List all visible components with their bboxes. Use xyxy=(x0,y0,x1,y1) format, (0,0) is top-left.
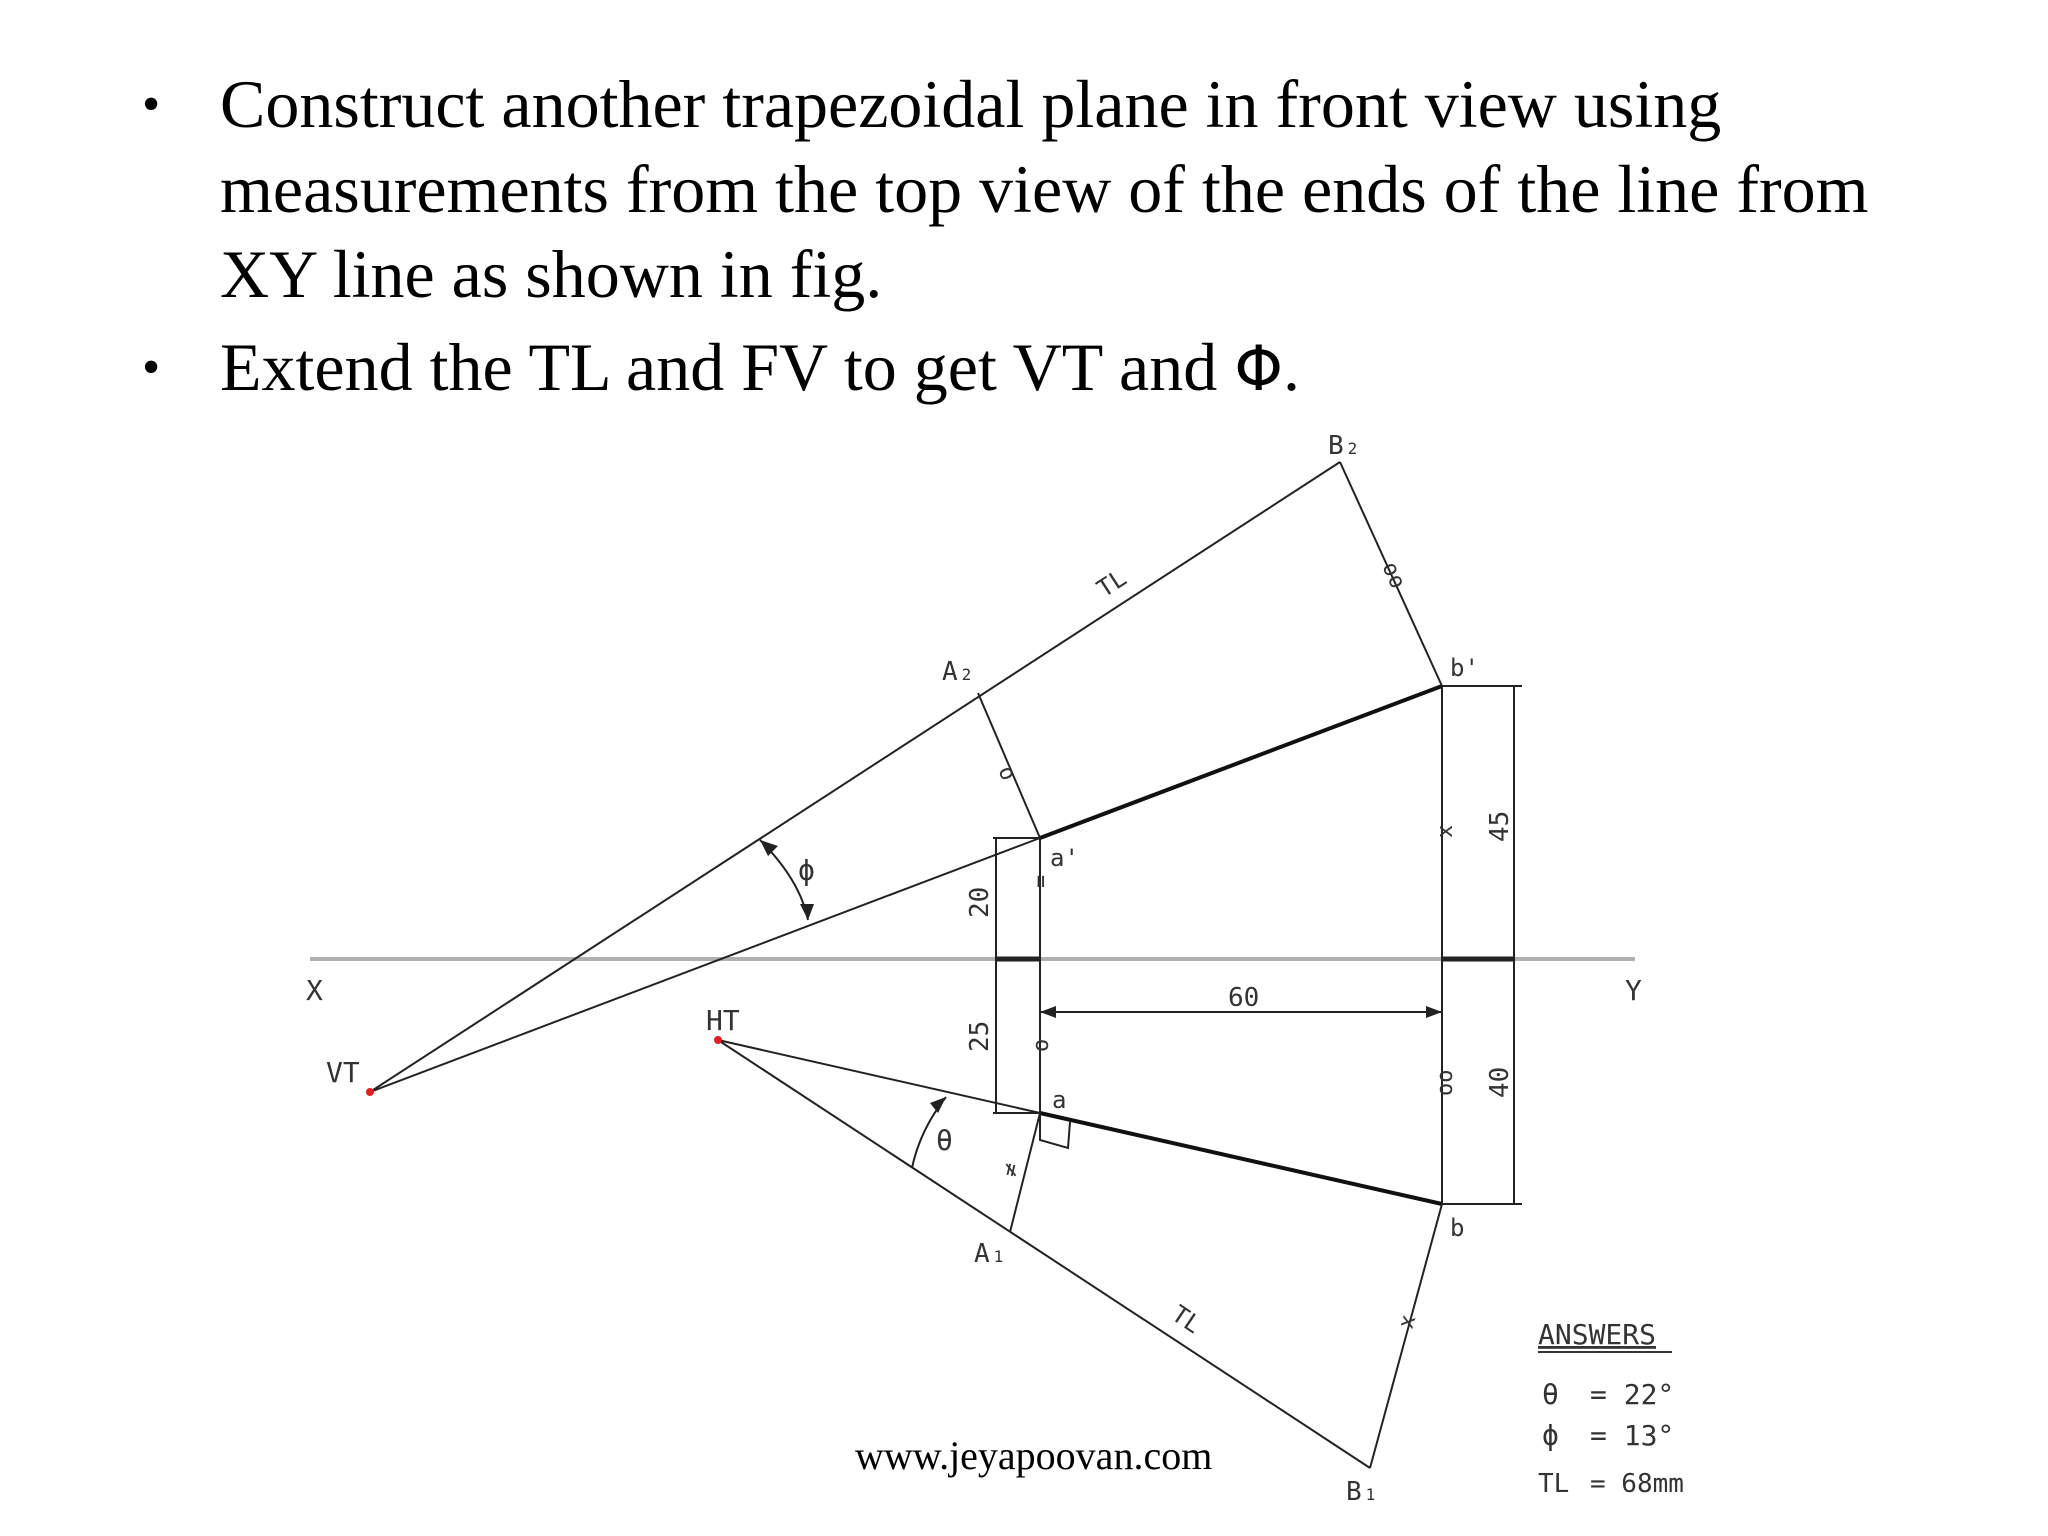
phi-symbol: Φ xyxy=(1234,332,1284,405)
b1-to-b-line xyxy=(1370,1204,1442,1468)
label-B1: B 1 xyxy=(1346,1477,1376,1507)
website-footer: www.jeyapoovan.com xyxy=(855,1433,1213,1478)
instruction-text: Construct another trapezoidal plane in front view using measurements from the top view of the ends of the line from XY line as shown in fig. xyxy=(220,66,1869,312)
tl-upper-label: TL xyxy=(1092,563,1132,604)
answer-theta-value: = 22° xyxy=(1590,1378,1675,1411)
phi-angle-label: ϕ xyxy=(798,854,815,887)
bullet-marker: • xyxy=(142,339,161,396)
label-b-prime: b' xyxy=(1450,654,1479,682)
ht-point xyxy=(714,1036,722,1044)
label-b: b xyxy=(1450,1214,1465,1242)
mark-o-a: o xyxy=(1029,1038,1054,1052)
vt-point xyxy=(366,1088,374,1096)
fv-extension-line xyxy=(370,838,1040,1092)
label-vt: VT xyxy=(326,1056,360,1089)
label-ht: HT xyxy=(706,1004,740,1037)
label-A1: A 1 xyxy=(974,1239,1004,1269)
top-view-line xyxy=(1040,1113,1442,1204)
arrow-60-left xyxy=(1040,1006,1056,1018)
theta-angle-label: θ xyxy=(936,1124,953,1157)
bullet-marker: • xyxy=(142,76,161,133)
label-x: X xyxy=(306,974,323,1007)
phi-arrow-bottom xyxy=(800,904,814,920)
dim-60-label: 60 xyxy=(1228,983,1260,1013)
instruction-text: Extend the TL and FV to get VT and xyxy=(220,329,1235,405)
mark-oo-b: oo xyxy=(1433,1069,1458,1096)
mark-neq-a1: ≠ xyxy=(997,1160,1026,1180)
tl-line-lower xyxy=(718,1040,1370,1468)
mark-eq-aprime: = xyxy=(1029,874,1054,888)
answer-tl-symbol: TL xyxy=(1538,1469,1570,1499)
dim-25-label: 25 xyxy=(965,1020,995,1052)
label-a: a xyxy=(1052,1086,1067,1114)
dim-40-label: 40 xyxy=(1485,1066,1515,1098)
dim-20-label: 20 xyxy=(965,886,995,918)
mark-o-a2: o xyxy=(992,762,1021,785)
answer-phi-symbol: ϕ xyxy=(1542,1419,1559,1452)
front-view-line xyxy=(1040,686,1442,838)
tl-line-upper xyxy=(370,462,1340,1092)
mark-x-b1: x xyxy=(1393,1312,1422,1332)
phi-arrow-top xyxy=(760,840,778,856)
tl-lower-label: TL xyxy=(1166,1299,1207,1340)
label-B2: B 2 xyxy=(1328,431,1358,461)
mark-x-bprime: x xyxy=(1433,824,1458,838)
answer-tl-value: = 68mm xyxy=(1590,1469,1684,1499)
label-y: Y xyxy=(1625,974,1642,1007)
answers-title: ANSWERS xyxy=(1538,1318,1657,1351)
label-A2: A 2 xyxy=(942,657,972,687)
dim-45-label: 45 xyxy=(1485,810,1515,842)
mark-oo-b2: oo xyxy=(1376,558,1411,593)
instruction-suffix: . xyxy=(1283,329,1301,405)
label-a-prime: a' xyxy=(1050,844,1079,872)
arrow-60-right xyxy=(1426,1006,1442,1018)
answer-phi-value: = 13° xyxy=(1590,1419,1675,1452)
theta-arrow xyxy=(930,1097,946,1113)
answer-theta-symbol: θ xyxy=(1542,1378,1559,1411)
